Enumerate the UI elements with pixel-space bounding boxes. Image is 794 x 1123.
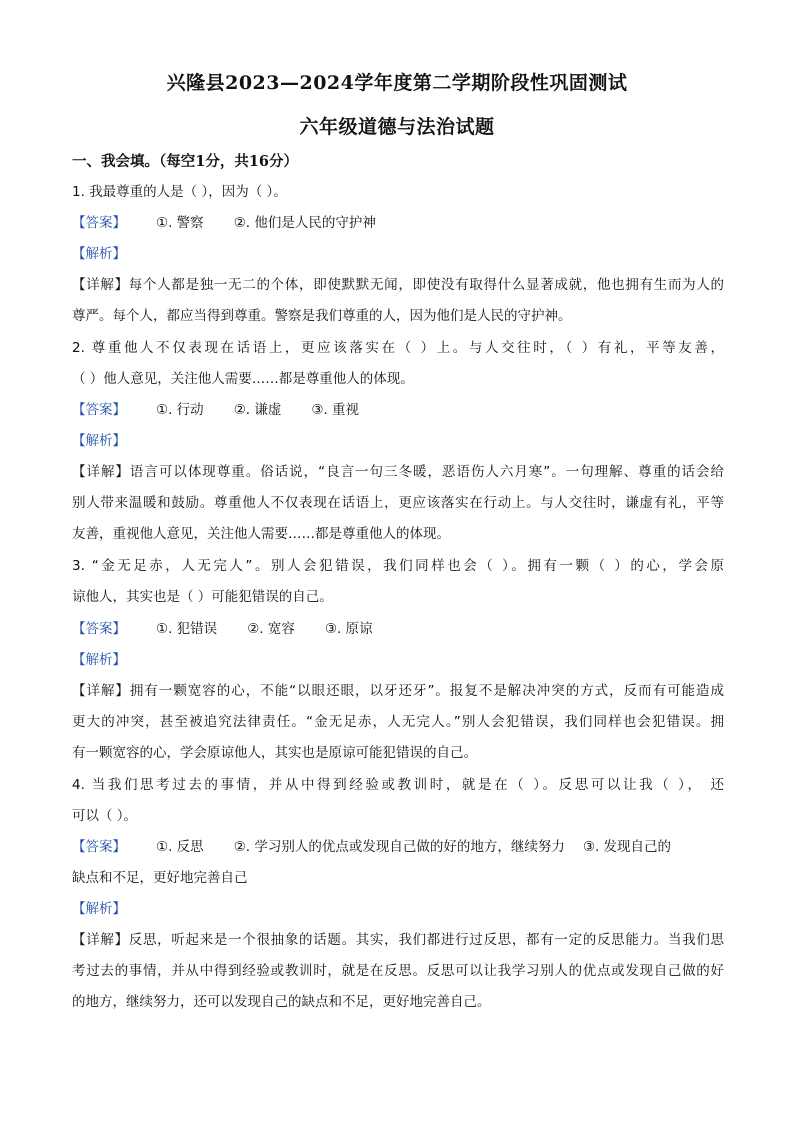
q4-analysis [72, 899, 724, 919]
q2-answer-3: ③. 重视 [311, 402, 360, 418]
q3-detail-line-3: 有一颗宽容的心，学会原谅他人，其实也是原谅可能犯错误的自己。 [72, 745, 477, 761]
q4-answer-continued: 缺点和不足，更好地完善自己 [72, 870, 248, 886]
q4-question-line-1: 4. 当我们思考过去的事情，并从中得到经验或教训时，就是在（ ）。反思可以让我（ ）， 还 [72, 777, 724, 793]
q4-answer [72, 837, 724, 857]
q2-question-line-1: 2. 尊重他人不仅表现在话语上，更应该落实在（ ）上。与人交往时，（ ）有礼，平等友善， [72, 340, 724, 356]
analysis-label: 【解析】 [72, 433, 126, 449]
q2-answer-2: ②. 谦虚 [233, 402, 282, 418]
document-title: 兴隆县2023—2024学年度第二学期阶段性巩固测试 [166, 72, 628, 94]
q1-answer-1: ①. 警察 [156, 215, 204, 231]
q4-detail-line-2: 考过去的事情，并从中得到经验或教训时，就是在反思。反思可以让我学习别人的优点或发现自己做的好 [72, 963, 724, 979]
answer-label: 【答案】 [72, 839, 126, 855]
answer-label: 【答案】 [72, 621, 126, 637]
q1-analysis [72, 244, 724, 264]
q2-detail-line-2: 别人带来温暖和鼓励。尊重他人不仅表现在话语上，更应该落实在行动上。与人交往时，谦虚有礼，平等 [72, 495, 724, 511]
q3-detail-line-2: 更大的冲突，甚至被追究法律责任。“金无足赤，人无完人。”别人会犯错误，我们同样也会犯错误。拥 [72, 714, 724, 730]
document-subtitle: 六年级道德与法治试题 [299, 116, 495, 138]
q3-answer-1: ①. 犯错误 [156, 621, 218, 637]
answer-label: 【答案】 [72, 402, 126, 418]
q2-answer-1: ①. 行动 [156, 402, 204, 418]
q1-detail-line-1: 【详解】每个人都是独一无二的个体，即使默默无闻，即使没有取得什么显著成就，他也拥有生而为人的 [72, 277, 725, 293]
q4-answer-2: ②. 学习别人的优点或发现自己做的好的地方，继续努力 [233, 839, 565, 855]
q3-answer-3: ③. 原谅 [324, 621, 373, 637]
detail-label: 【详解】 [72, 464, 130, 480]
detail-label: 【详解】 [72, 932, 129, 948]
detail-label: 【详解】 [72, 277, 129, 293]
q2-answer [72, 400, 724, 420]
q1-question: 1. 我最尊重的人是（ ），因为（ ）。 [72, 184, 287, 200]
q3-answer [72, 619, 724, 639]
q2-analysis [72, 431, 724, 451]
q1-answer-2: ②. 他们是人民的守护神 [233, 215, 376, 231]
q3-question-line-2: 谅他人，其实也是（ ）可能犯错误的自己。 [72, 589, 333, 605]
q2-detail-line-1: 【详解】语言可以体现尊重。俗话说，“良言一句三冬暖，恶语伤人六月寒”。一句理解、尊重的话会给 [72, 464, 724, 480]
q4-detail-line-1: 【详解】反思，听起来是一个很抽象的话题。其实，我们都进行过反思，都有一定的反思能力。当我们思 [72, 932, 725, 948]
analysis-label: 【解析】 [72, 246, 126, 262]
answer-label: 【答案】 [72, 215, 126, 231]
q3-answer-2: ②. 宽容 [247, 621, 295, 637]
analysis-label: 【解析】 [72, 652, 126, 668]
q2-question-line-2: （ ）他人意见，关注他人需要……都是尊重他人的体现。 [72, 371, 414, 387]
q4-answer-3: ③. 发现自己的 [582, 839, 672, 855]
q2-detail-line-3: 友善，重视他人意见，关注他人需要……都是尊重他人的体现。 [72, 526, 450, 542]
q4-detail-line-3: 的地方，继续努力，还可以发现自己的缺点和不足，更好地完善自己。 [72, 994, 491, 1010]
q1-detail-line-2: 尊严。每个人，都应当得到尊重。警察是我们尊重的人，因为他们是人民的守护神。 [72, 308, 572, 324]
q3-question-line-1: 3. “金无足赤，人无完人”。别人会犯错误，我们同样也会（ ）。拥有一颗（ ）的心，学会原 [72, 558, 724, 574]
q4-question-line-2: 可以（ ）。 [72, 808, 138, 824]
detail-label: 【详解】 [72, 683, 130, 699]
analysis-label: 【解析】 [72, 901, 126, 917]
q3-analysis [72, 650, 724, 670]
q4-answer-1: ①. 反思 [156, 839, 204, 855]
q3-detail-line-1: 【详解】拥有一颗宽容的心，不能“以眼还眼，以牙还牙”。报复不是解决冲突的方式，反而有可能造成 [72, 683, 724, 699]
section-heading: 一、我会填。（每空1分，共16分） [72, 153, 299, 170]
q1-answer [72, 213, 724, 233]
